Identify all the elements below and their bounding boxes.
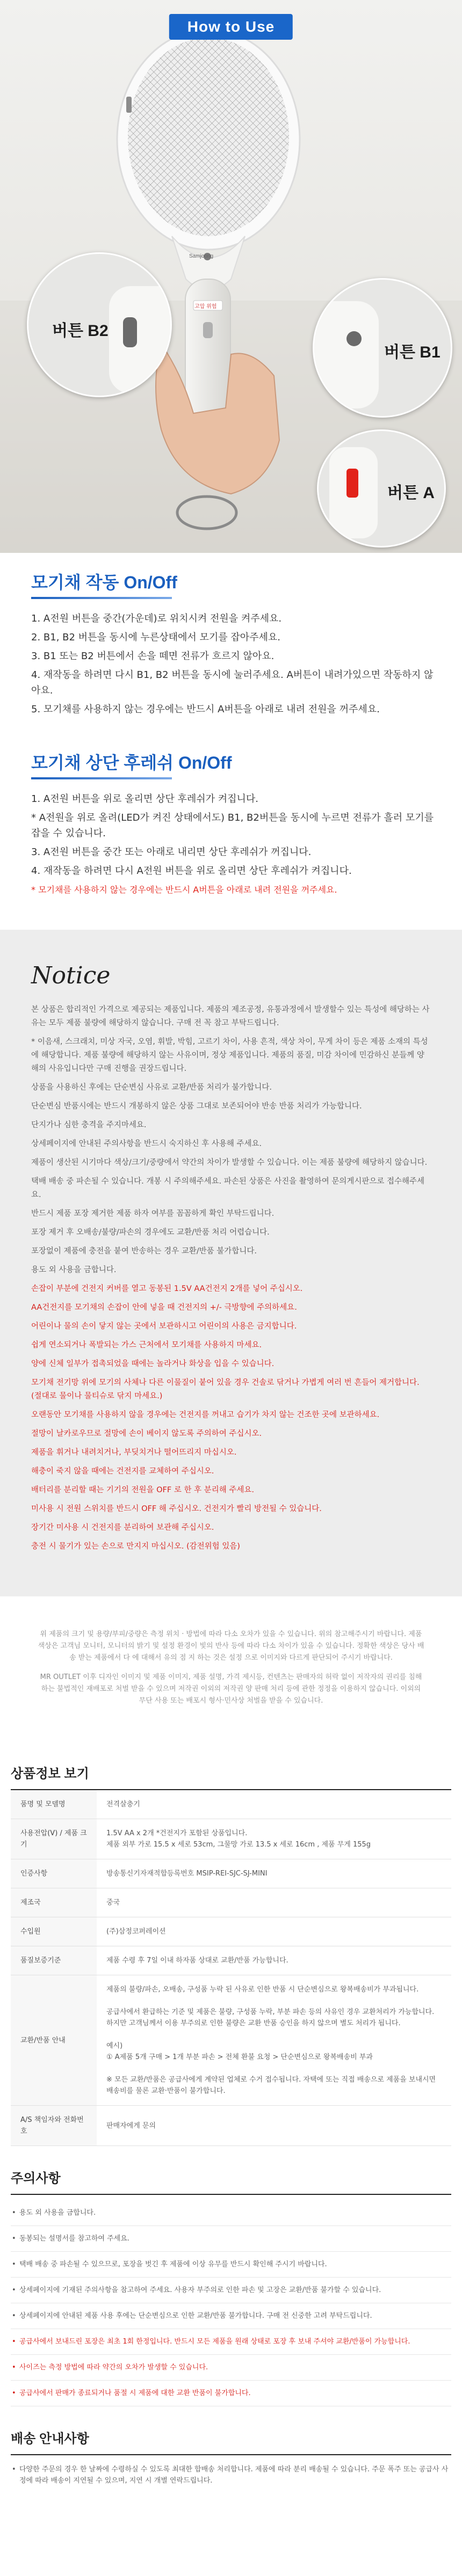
button-b1-label: 버튼 B1: [384, 344, 441, 361]
disclaimer-text: MR OUTLET 이후 디자인 이미지 및 제품 이미지, 제품 설명, 가격 제시등, 컨텐츠는 판매자의 허락 없이 저작자의 권리를 침해하는 불법적인 재배포로 처벌 받을 수 있으며 저작권 이외의 저작권 양 판매 처리 등에 관한 정정을 이용하지 않습니다. 이외의 무단 사용 또는 배포시 형사·민사상 처벌을 받을 수 있습니다.: [40, 1673, 422, 1705]
how-to-use-hero: [0, 0, 462, 553]
product-info: [0, 1747, 462, 2146]
disclaimer-text: 위 제품의 크기 및 용량/부피/중량은 측정 위치 · 방법에 따라 다소 오차가 있을 수 있습니다. 위의 참고해주시기 바랍니다. 제품 색상은 고객님 모니터, 모니터의 밝기 및 설정 환경이 빛의 반사 등에 따라 다소 차이가 있을 수 있습니다. 정확한 색상은 당사 배송 받는 제품에서 다 에 대해서 유의 점 지 하는 것은 설정 으로 이미지와 다르게 판단되어 주시기 바랍니다.: [38, 1630, 424, 1662]
spec-key: 사용전압(V) / 제품 크기: [11, 1819, 97, 1859]
caution-item: • 택배 배송 중 파손될 수 있으므로, 포장을 벗긴 후 제품에 이상 유무를 반드시 확인해 주시기 바랍니다.: [11, 2252, 451, 2278]
spec-value: 방송통신기자재적합등록번호 MSIP-REI-SJC-SJ-MINI: [97, 1859, 451, 1888]
caution-title: 주의사항: [11, 2168, 451, 2195]
notice-paragraph: AA건전지를 모기채의 손잡이 안에 넣을 때 건전지의 +/- 극방향에 주의하세요.: [31, 1303, 297, 1312]
spec-value: (주)삼정코퍼레이션: [97, 1917, 451, 1946]
notice-paragraph: 상세페이지에 안내된 주의사항을 반드시 숙지하신 후 사용해 주세요.: [31, 1140, 262, 1148]
section1-title: 모기채 작동 On/Off: [31, 569, 441, 599]
spec-row: [11, 1975, 451, 2106]
spec-value: 판매자에게 문의: [97, 2106, 451, 2146]
spec-row: [11, 1888, 451, 1917]
caution: [0, 2146, 462, 2406]
section2-item: * A전원을 위로 올려(LED가 켜진 상태에서도) B1, B2버튼을 동시에 누르면 전류가 흘러 모기를 잡을 수 있습니다.: [31, 812, 434, 839]
caution-item: • 공급사에서 판매가 종료되거나 품절 시 제품에 대한 교환 반품이 불가합니다.: [11, 2381, 451, 2406]
spec-value: 1.5V AA x 2개 *건전지가 포함된 상품입니다. 제품 외부 가로 15.5 x 세로 53cm, 그물망 가로 13.5 x 세로 16cm , 제품 무게 155g: [97, 1819, 451, 1859]
section1-item: 5. 모기채를 사용하지 않는 경우에는 반드시 A버튼을 아래로 내려 전원을 꺼주세요.: [31, 704, 380, 715]
notice-paragraph: 용도 외 사용을 금합니다.: [31, 1266, 117, 1274]
spec-key: 교환/반품 안내: [11, 1975, 97, 2106]
spec-row: [11, 1790, 451, 1819]
notice-paragraph: 상품을 사용하신 후에는 단순변심 사유로 교환/반품 처리가 불가합니다.: [31, 1083, 272, 1092]
spec-value: 제품 수령 후 7일 이내 하자품 상대로 교환/반품 가능합니다.: [97, 1946, 451, 1975]
notice-paragraph: 오랜동안 모기채를 사용하지 않을 경우에는 건전지를 꺼내고 습기가 차지 않는 건조한 곳에 보관하세요.: [31, 1411, 380, 1419]
caution-list: [11, 2195, 451, 2406]
spec-key: 품명 및 모델명: [11, 1790, 97, 1819]
spec-row: [11, 1859, 451, 1888]
shipping-item: • 다양한 주문의 경우 한 날짜에 수령하실 수 있도록 최대한 합배송 처리합니다. 제품에 따라 분리 배송될 수 있습니다. 주문 폭주 또는 공급사 사정에 따라 배송이 지연될 수 있으며, 지연 시 개별 연락드립니다.: [11, 2455, 451, 2486]
section1-item: 1. A전원 버튼을 중간(가운데)로 위치시켜 전원을 켜주세요.: [31, 613, 282, 624]
disclaimer: [0, 1596, 462, 1747]
section2-list: [31, 791, 441, 897]
section2: [31, 749, 441, 897]
callout-button-b2: [27, 252, 172, 397]
brand-logo: Samjoong: [189, 253, 214, 259]
spec-key: 수입원: [11, 1917, 97, 1946]
notice-body: [31, 1003, 431, 1553]
notice-paragraph: 장기간 미사용 시 건전지를 분리하여 보관해 주십시오.: [31, 1523, 214, 1532]
section2-item: 3. A전원 버튼을 중간 또는 아래로 내리면 상단 후레쉬가 꺼집니다.: [31, 846, 312, 858]
notice-paragraph: 택배 배송 중 파손될 수 있습니다. 개봉 시 주의해주세요. 파손된 상품은 사진을 촬영하여 문의게시판으로 접수해주세요.: [31, 1177, 425, 1199]
callout-button-b1: [313, 278, 452, 418]
section2-item: 4. 재작동을 하려면 다시 A전원 버튼을 위로 올리면 상단 후레쉬가 켜집니다.: [31, 865, 352, 877]
caution-item: • 상세페이지에 기재된 주의사항을 참고하여 주세요. 사용자 부주의로 인한 파손 및 고장은 교환/반품 불가할 수 있습니다.: [11, 2278, 451, 2303]
notice-box: [0, 930, 462, 1596]
section2-title: 모기채 상단 후레쉬 On/Off: [31, 749, 441, 779]
caution-item: • 동봉되는 설명서를 참고하여 주세요.: [11, 2226, 451, 2252]
spec-value: 전격살충기: [97, 1790, 451, 1819]
notice-paragraph: 쉽게 연소되거나 폭발되는 가스 근처에서 모기채를 사용하지 마세요.: [31, 1341, 262, 1349]
spec-key: 제조국: [11, 1888, 97, 1917]
section1-list: [31, 611, 441, 717]
caution-item: • 사이즈는 측정 방법에 따라 약간의 오차가 발생할 수 있습니다.: [11, 2355, 451, 2381]
button-b2-icon: [123, 317, 137, 347]
notice-paragraph: 단순변심 반품시에는 반드시 개봉하지 않은 상품 그대로 보존되어야 반송 반품 처리가 가능합니다.: [31, 1102, 362, 1111]
button-a-icon: [346, 469, 358, 498]
caution-item: • 상세페이지에 안내된 제품 사용 후에는 단순변심으로 인한 교환/반품 불가합니다. 구매 전 신중한 고려 부탁드립니다.: [11, 2303, 451, 2329]
section1-item: 4. 재작동을 하려면 다시 B1, B2 버튼을 동시에 눌러주세요. A버튼이 내려가있으면 작동하지 않아요.: [31, 669, 434, 696]
notice-paragraph: 양에 신체 일부가 접촉되었을 때에는 놀라거나 화상을 입을 수 있습니다.: [31, 1360, 275, 1368]
notice-paragraph: 어린이나 물의 손이 닿지 않는 곳에서 보관하시고 어린이의 사용은 금지합니다.: [31, 1322, 297, 1331]
instructions: [0, 553, 462, 897]
spec-key: 품질보증기준: [11, 1946, 97, 1975]
spec-key: 인증사항: [11, 1859, 97, 1888]
notice-paragraph: 제품을 휘거나 내려치거나, 부딪치거나 떨어뜨리지 마십시오.: [31, 1448, 237, 1457]
notice-paragraph: 반드시 제품 포장 제거한 제품 하자 여부를 꼼꼼하게 확인 부탁드립니다.: [31, 1209, 275, 1218]
spec-row: [11, 1946, 451, 1975]
spec-value: 제품의 불량/파손, 오배송, 구성품 누락 된 사유로 인한 반품 시 단순변심으로 왕복배송비가 부과됩니다. 공급사에서 환급하는 기준 및 제품은 불량, 구성품 누락, 부분 파손 등의 사유인 경우 교환처리가 가능합니다. 하지만 고객님께서 이용 부주의로 인한 불량은 교환 반품 승인을 하지 않으며 별도 처리가 됩니다. 예시) ① A제품 5개 구매 > 1개 부분 파손 > 전체 환불 요청 > 단순변심으로 왕복배송비 부과 ※ 모든 교환/반품은 공급사에게 계약된 업체로 수거 접수됩니다. 자택에 또는 직접 배송으로 제품을 보내시면 배송비를 물론 교환·반품이 불가합니다.: [97, 1975, 451, 2106]
product-info-table: [11, 1790, 451, 2146]
section2-item: 1. A전원 버튼을 위로 올리면 상단 후레쉬가 켜집니다.: [31, 793, 259, 805]
product-info-title: 상품정보 보기: [11, 1763, 451, 1790]
caution-item: • 용도 외 사용을 금합니다.: [11, 2200, 451, 2226]
section2-note: * 모기채를 사용하지 않는 경우에는 반드시 A버튼을 아래로 내려 전원을 꺼주세요.: [31, 885, 337, 895]
notice-paragraph: 모기채 전기망 위에 모기의 사체나 다른 이물질이 붙어 있을 경우 건솔로 닦거나 가볍게 여러 번 흔들어 제거합니다. (절대로 물이나 물티슈로 닦지 마세요.): [31, 1378, 420, 1400]
button-b2-label: 버튼 B2: [52, 322, 109, 340]
handle-warning-sticker: 고압 위험: [194, 304, 217, 310]
how-to-use-tag: How to Use: [169, 14, 293, 40]
notice-paragraph: 미사용 시 전원 스위치를 반드시 OFF 해 주십시오. 건전지가 빨리 방전될 수 있습니다.: [31, 1505, 322, 1513]
section1-item: 3. B1 또는 B2 버튼에서 손을 떼면 전류가 흐르지 않아요.: [31, 651, 275, 662]
button-b1-icon: [346, 331, 362, 346]
section1-item: 2. B1, B2 버튼을 동시에 누른상태에서 모기를 잡아주세요.: [31, 632, 281, 643]
notice-paragraph: 해충이 죽지 않을 때에는 건전지를 교체하여 주십시오.: [31, 1467, 214, 1476]
spec-key: A/S 책임자와 전화번호: [11, 2106, 97, 2146]
spec-value: 중국: [97, 1888, 451, 1917]
spec-row: [11, 1917, 451, 1946]
notice-paragraph: 포장 제거 후 오배송/불량/파손의 경우에도 교환/반품 처리 어렵습니다.: [31, 1228, 270, 1237]
notice-paragraph: 충전 시 물기가 있는 손으로 만지지 마십시오. (감전위험 있음): [31, 1542, 240, 1551]
spec-row: [11, 1819, 451, 1859]
notice-paragraph: 절망이 날카로우므로 절망에 손이 베이지 않도록 주의하여 주십시오.: [31, 1429, 262, 1438]
notice-paragraph: 제품이 생산된 시기마다 색상/크기/중량에서 약간의 차이가 발생할 수 있습니다. 이는 제품 불량에 해당하지 않습니다.: [31, 1158, 428, 1167]
spec-row: [11, 2106, 451, 2146]
notice-paragraph: * 이음새, 스크래치, 미상 자국, 오염, 휘발, 박힘, 고르기 차이, 사용 흔적, 색상 차이, 무게 차이 등은 제품 소재의 특성에 해당합니다. 제품 불량에 해당하지 않는 사유이며, 정상 제품입니다. 제품의 품질, 미감 차이에 민감하신 분들께 양해의 사유입니다만 구매 진행을 권장드립니다.: [31, 1038, 428, 1073]
notice-paragraph: 포장없이 제품에 충전을 붙여 반송하는 경우 교환/반품 불가합니다.: [31, 1247, 257, 1256]
notice-title: Notice: [31, 962, 111, 989]
shipping-title: 배송 안내사항: [11, 2428, 451, 2455]
shipping: [0, 2406, 462, 2486]
caution-item: • 공급사에서 보내드린 포장은 최초 1회 한정입니다. 반드시 모든 제품을 원래 상태로 포장 후 보내 주셔야 교환/반품이 가능합니다.: [11, 2329, 451, 2355]
notice-paragraph: 손잡이 부분에 건전지 커버를 열고 동봉된 1.5V AA건전지 2개를 넣어 주십시오.: [31, 1285, 303, 1293]
notice-paragraph: 배터리를 분리할 때는 기기의 전원을 OFF 로 한 후 분리해 주세요.: [31, 1486, 254, 1494]
notice-paragraph: 단지가나 심한 충격을 주지마세요.: [31, 1121, 147, 1129]
notice-paragraph: 본 상품은 합리적인 가격으로 제공되는 제품입니다. 제품의 제조공정, 유통과정에서 발생할수 있는 특성에 해당하는 사유는 모두 제품 불량에 해당하지 않습니다. 구매 전 꼭 참고 부탁드립니다.: [31, 1005, 430, 1027]
button-a-label: 버튼 A: [387, 484, 435, 502]
callout-button-a: [317, 429, 446, 548]
